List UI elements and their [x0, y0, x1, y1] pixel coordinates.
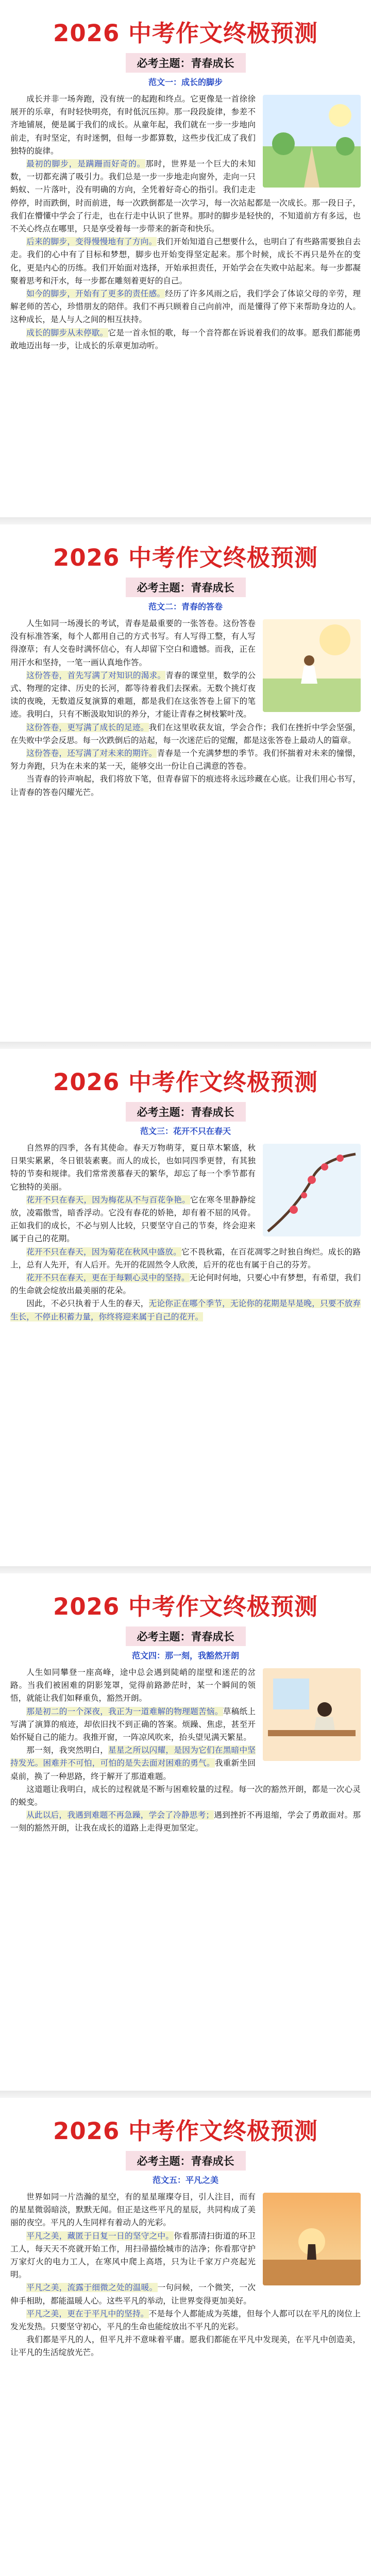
- essay-paragraph: [10, 287, 361, 327]
- theme-row: [10, 578, 361, 597]
- essay-body: [10, 93, 361, 352]
- paragraph-text: 我们都是平凡的人，但平凡并不意味着平庸。愿我们都能在平凡中发现美，在平凡中创造美，让平凡的生活绽放光芒。: [10, 2335, 361, 2358]
- highlighted-text: 平凡之美，流露于细微之处的温暖。: [26, 2283, 158, 2293]
- theme-row: [10, 1626, 361, 1646]
- plum-blossom-illustration: [263, 1144, 361, 1236]
- essay-paragraph: [10, 721, 361, 747]
- path-in-meadow-illustration: [263, 95, 361, 188]
- section-divider: [0, 517, 371, 524]
- paragraph-text: 我们开始知道自己想要什么，也明白了有些路需要独自去走。我们的心中有了目标和梦想，脚步也开始变得坚定起来。那个时候，成长不再只是外在的变化，更是内心的历练。我们开始面对选择，开始承担责任，开始学会在失败中站起来。每一步都凝聚着思考和汗水，每一步都在雕刻着更好的自己。: [10, 237, 361, 285]
- banner-title: 2026 中考作文终极预测: [53, 20, 318, 47]
- highlighted-text: 平凡之美，更在于平凡中的坚持。: [26, 2309, 149, 2318]
- highlighted-text: 花开不只在春天，因为菊花在秋风中盛放。: [26, 1247, 181, 1257]
- highlighted-text: 后来的脚步，变得慢慢地有了方向。: [26, 237, 157, 247]
- essay-subtitle: 范文五：平凡之美: [152, 2175, 218, 2185]
- paragraph-text: 那一刻，我突然明白，: [26, 1745, 109, 1755]
- essay-paragraph: [10, 1246, 361, 1272]
- paragraph-text: 一句问候，一个微笑，一次伸手相助，都能温暖人心。这些平凡的举动，让世界变得更加美好。: [10, 2283, 256, 2306]
- theme-value: 青春成长: [191, 1631, 234, 1643]
- theme-label: 必考主题：: [137, 582, 191, 594]
- paragraph-text: 人生如同一场漫长的考试，青春是最重要的一张答卷。这份答卷没有标准答案，每个人都用自己的方式书写。有人写得工整，有人写得潦草；有人交卷时满怀信心，有人却留下空白和遗憾。而我，正在用汗水和坚持，一笔一画认真地作答。: [10, 619, 256, 667]
- paragraph-text: 不是每个人都能成为英雄，但每个人都可以在平凡的岗位上发光发热。只要坚守初心，平凡的生命也能绽放出不平凡的光彩。: [10, 2309, 361, 2332]
- theme-label-box: [126, 53, 246, 73]
- paragraph-text: 它是一首永恒的歌，每一个音符都在诉说着我们的故事。愿我们都能勇敢地迈出每一步，让成长的乐章更加动听。: [10, 328, 361, 350]
- highlighted-text: 平凡之美，藏匿于日复一日的坚守之中。: [26, 2231, 174, 2241]
- essay-subtitle: 范文四：那一刻，我豁然开朗: [131, 1651, 239, 1660]
- paragraph-text: 当青春的铃声响起，我们将放下笔，但青春留下的痕迹将永远珍藏在心底。让我们用心书写，让青春的答卷闪耀光芒。: [10, 774, 361, 797]
- theme-label: 必考主题：: [137, 2155, 191, 2167]
- highlighted-text: 星星之所以闪耀，是因为它们在黑暗中坚持发光。困难并不可怕，可怕的是失去面对困难的勇气。: [10, 1745, 256, 1768]
- paragraph-text: 我们在这里收获友谊，学会合作；我们在挫折中学会坚强，在失败中学会反思。每一次跌倒后的站起，每一次迷茫后的觉醒，都是这张答卷上最动人的篇章。: [10, 722, 361, 745]
- banner-title: 2026 中考作文终极预测: [53, 1593, 318, 1620]
- banner-title: 2026 中考作文终极预测: [53, 2117, 318, 2145]
- highlighted-text: 花开不只在春天，因为梅花从不与百花争艳。: [26, 1195, 191, 1205]
- paragraph-text: 你看那清扫街道的环卫工人，每天天不亮就开始工作，用扫帚描绘城市的洁净；你看那守护万家灯火的电力工人，在寒风中爬上高塔，只为让千家万户亮起光明。: [10, 2231, 256, 2280]
- paragraph-text: 自然界的四季，各有其使命。春天万物萌芽，夏日草木繁盛，秋日果实累累，冬日银装素裹。而人的成长，也如同四季更替，有其独特的节奏和规律。我们常常羡慕春天的繁华，却忘了每一个季节都有它独特的美丽。: [10, 1143, 256, 1192]
- essay-section: [0, 1573, 371, 2098]
- theme-label-box: [126, 2151, 246, 2171]
- essay-body: [10, 2191, 361, 2360]
- highlighted-text: 花开不只在春天，更在于每颗心灵中的坚持。: [26, 1273, 190, 1283]
- paragraph-text: 遇到挫折不再退缩，学会了勇敢面对。那一刻的豁然开朗，让我在成长的道路上走得更加坚定。: [10, 1810, 361, 1833]
- highlighted-text: 这份答卷，还写满了对未来的期许。: [26, 749, 157, 758]
- essay-paragraph: [10, 747, 361, 773]
- essay-subtitle: 范文二：青春的答卷: [148, 602, 223, 612]
- paragraph-text: 那时，世界是一个巨大的未知数，一切都充满了吸引力。我们总是一步一步地走向窗外，走向一只蚂蚁、一片落叶，没有明确的方向，全凭着好奇心的指引。我们走走停停，时而跌倒，时而前进，每一次跌倒都是一次学习，每一次站起都是一次成长。那一段日子，我们在懵懂中学会了行走，也在行走中认识了世界。那时的脚步是轻快的，不知道前方有多远，也不关心终点在哪里，只是享受着每一步带来的新奇和快乐。: [10, 159, 361, 234]
- essay-paragraph: [10, 2333, 361, 2359]
- highlighted-text: 成长的脚步从未停歇。: [26, 328, 108, 337]
- paragraph-text: 这道题让我明白，成长的过程就是不断与困难较量的过程。每一次的豁然开朗，都是一次心灵的蜕变。: [10, 1784, 361, 1807]
- theme-value: 青春成长: [191, 1106, 234, 1118]
- essay-section: [0, 2098, 371, 2576]
- essay-section: [0, 1049, 371, 1573]
- highlighted-text: 如今的脚步，开始有了更多的责任感。: [26, 289, 165, 299]
- sunset-walker-illustration: [263, 2193, 361, 2285]
- banner-title: 2026 中考作文终极预测: [53, 544, 318, 571]
- theme-label-box: [126, 1102, 246, 1122]
- paragraph-text: 草稿纸上写满了演算的痕迹，却依旧找不到正确的答案。烦躁、焦虑，甚至开始怀疑自己的能力。我推开窗，一阵凉风吹来，抬头望见满天繁星。: [10, 1706, 256, 1742]
- essay-section: [0, 0, 371, 524]
- essay-paragraph: [10, 1272, 361, 1297]
- paragraph-text: 它不畏秋霜，在百花凋零之时独自绚烂。成长的路上，总有人先开，有人后开。先开的花固然令人欣羡，后开的花也有属于自己的芬芳。: [10, 1247, 361, 1269]
- paragraph-text: 因此，不必只执着于人生的春天，: [26, 1299, 149, 1309]
- theme-value: 青春成长: [191, 582, 234, 594]
- theme-label: 必考主题：: [137, 1631, 191, 1643]
- essay-paragraph: [10, 1297, 361, 1323]
- paragraph-text: 人生如同攀登一座高峰，途中总会遇到陡峭的崖壁和迷茫的岔路。当我们被困难的阴影笼罩，觉得前路渺茫时，某一个瞬间的领悟，就能让我们如释重负，豁然开朗。: [10, 1668, 256, 1703]
- girl-in-sunlit-field-illustration: [263, 619, 361, 712]
- essay-paragraph: [10, 327, 361, 352]
- highlighted-text: 这份答卷，首先写满了对知识的渴求。: [26, 670, 166, 680]
- highlighted-text: 从此以后，我遇到难题不再急躁，学会了冷静思考；: [26, 1810, 214, 1820]
- paragraph-text: 我重新坐回桌前，换了一种思路，终于解开了那道难题。: [10, 1758, 256, 1781]
- paragraph-text: 青春的课堂里，数学的公式、物理的定律、历史的长河，都等待着我们去探索。无数个挑灯夜读的夜晚，无数道反复演算的难题，都是我们在这张答卷上留下的笔迹。我明白，只有不断汲取知识的养分，才能让青春之树枝繁叶茂。: [10, 670, 256, 719]
- theme-label: 必考主题：: [137, 1106, 191, 1118]
- essay-body: [10, 1666, 361, 1835]
- section-divider: [0, 1566, 371, 1573]
- essay-paragraph: [10, 773, 361, 799]
- paragraph-text: 无论何时何地，只要心中有梦想，有希望，我们的生命就会绽放出最美丽的花朵。: [10, 1273, 361, 1296]
- essay-subtitle: 范文一：成长的脚步: [148, 77, 223, 87]
- paragraph-text: 经历了许多风雨之后，我们学会了体谅父母的辛劳，理解老师的苦心，珍惜朋友的陪伴。我们不再只顾着自己向前冲，而是懂得了停下来帮助身边的人。这种成长，是人与人之间的相互扶持。: [10, 289, 361, 325]
- essay-section: [0, 524, 371, 1049]
- essay-body: [10, 617, 361, 799]
- essay-paragraph: [10, 1809, 361, 1835]
- paragraph-text: 世界如同一片浩瀚的星空，有的星星璀璨夺目，引人注目，而有的星星微弱暗淡，默默无闻。但正是这些平凡的星辰，共同构成了美丽的夜空。平凡的人生同样有着动人的光彩。: [10, 2192, 256, 2228]
- theme-label: 必考主题：: [137, 57, 191, 70]
- theme-label-box: [126, 578, 246, 597]
- essay-subtitle: 范文三：花开不只在春天: [140, 1126, 231, 1136]
- section-divider: [0, 1042, 371, 1049]
- essay-paragraph: [10, 1783, 361, 1809]
- theme-label-box: [126, 1626, 246, 1646]
- theme-row: [10, 53, 361, 73]
- paragraph-text: 成长并非一场奔跑，没有统一的起跑和终点。它更像是一首徐徐展开的乐章，有时轻快明亮，有时低沉压抑。那一段段旋律，参差不齐地铺展，便是属于我们的成长。从童年起，我们就在一步一步地向前走，有时坚定，有时迷惘，但每一步都算数，这些步伐汇成了我们独特的旋律。: [10, 94, 256, 156]
- paragraph-text: 它在寒冬里静静绽放，凌霜傲雪，暗香浮动。它没有春花的娇艳，却有着不屈的风骨。正如我们的成长，不必与别人比较，只要坚守自己的节奏，终会迎来属于自己的花期。: [10, 1195, 256, 1244]
- essay-body: [10, 1142, 361, 1324]
- banner-title: 2026 中考作文终极预测: [53, 1069, 318, 1096]
- highlighted-text: 这份答卷，更写满了成长的足迹。: [26, 722, 149, 732]
- theme-value: 青春成长: [191, 2155, 234, 2167]
- essay-paragraph: [10, 235, 361, 287]
- theme-row: [10, 2151, 361, 2171]
- theme-value: 青春成长: [191, 57, 234, 70]
- essay-paragraph: [10, 2308, 361, 2333]
- section-divider: [0, 2091, 371, 2098]
- highlighted-text: 最初的脚步，是蹒跚而好奇的。: [26, 159, 146, 169]
- highlighted-text: 无论你正在哪个季节，无论你的花期是早是晚，只要不放弃生长，不停止积蓄力量，你终将迎来属于自己的花开。: [10, 1299, 361, 1321]
- theme-row: [10, 1102, 361, 1122]
- student-at-desk-illustration: [263, 1668, 361, 1761]
- highlighted-text: 那是初二的一个深夜，我正为一道难解的物理题苦恼。: [26, 1706, 223, 1716]
- paragraph-text: 青春是一个充满梦想的季节。我们怀揣着对未来的憧憬，努力奔跑，只为在未来的某一天，能够交出一份让自己满意的答卷。: [10, 749, 361, 771]
